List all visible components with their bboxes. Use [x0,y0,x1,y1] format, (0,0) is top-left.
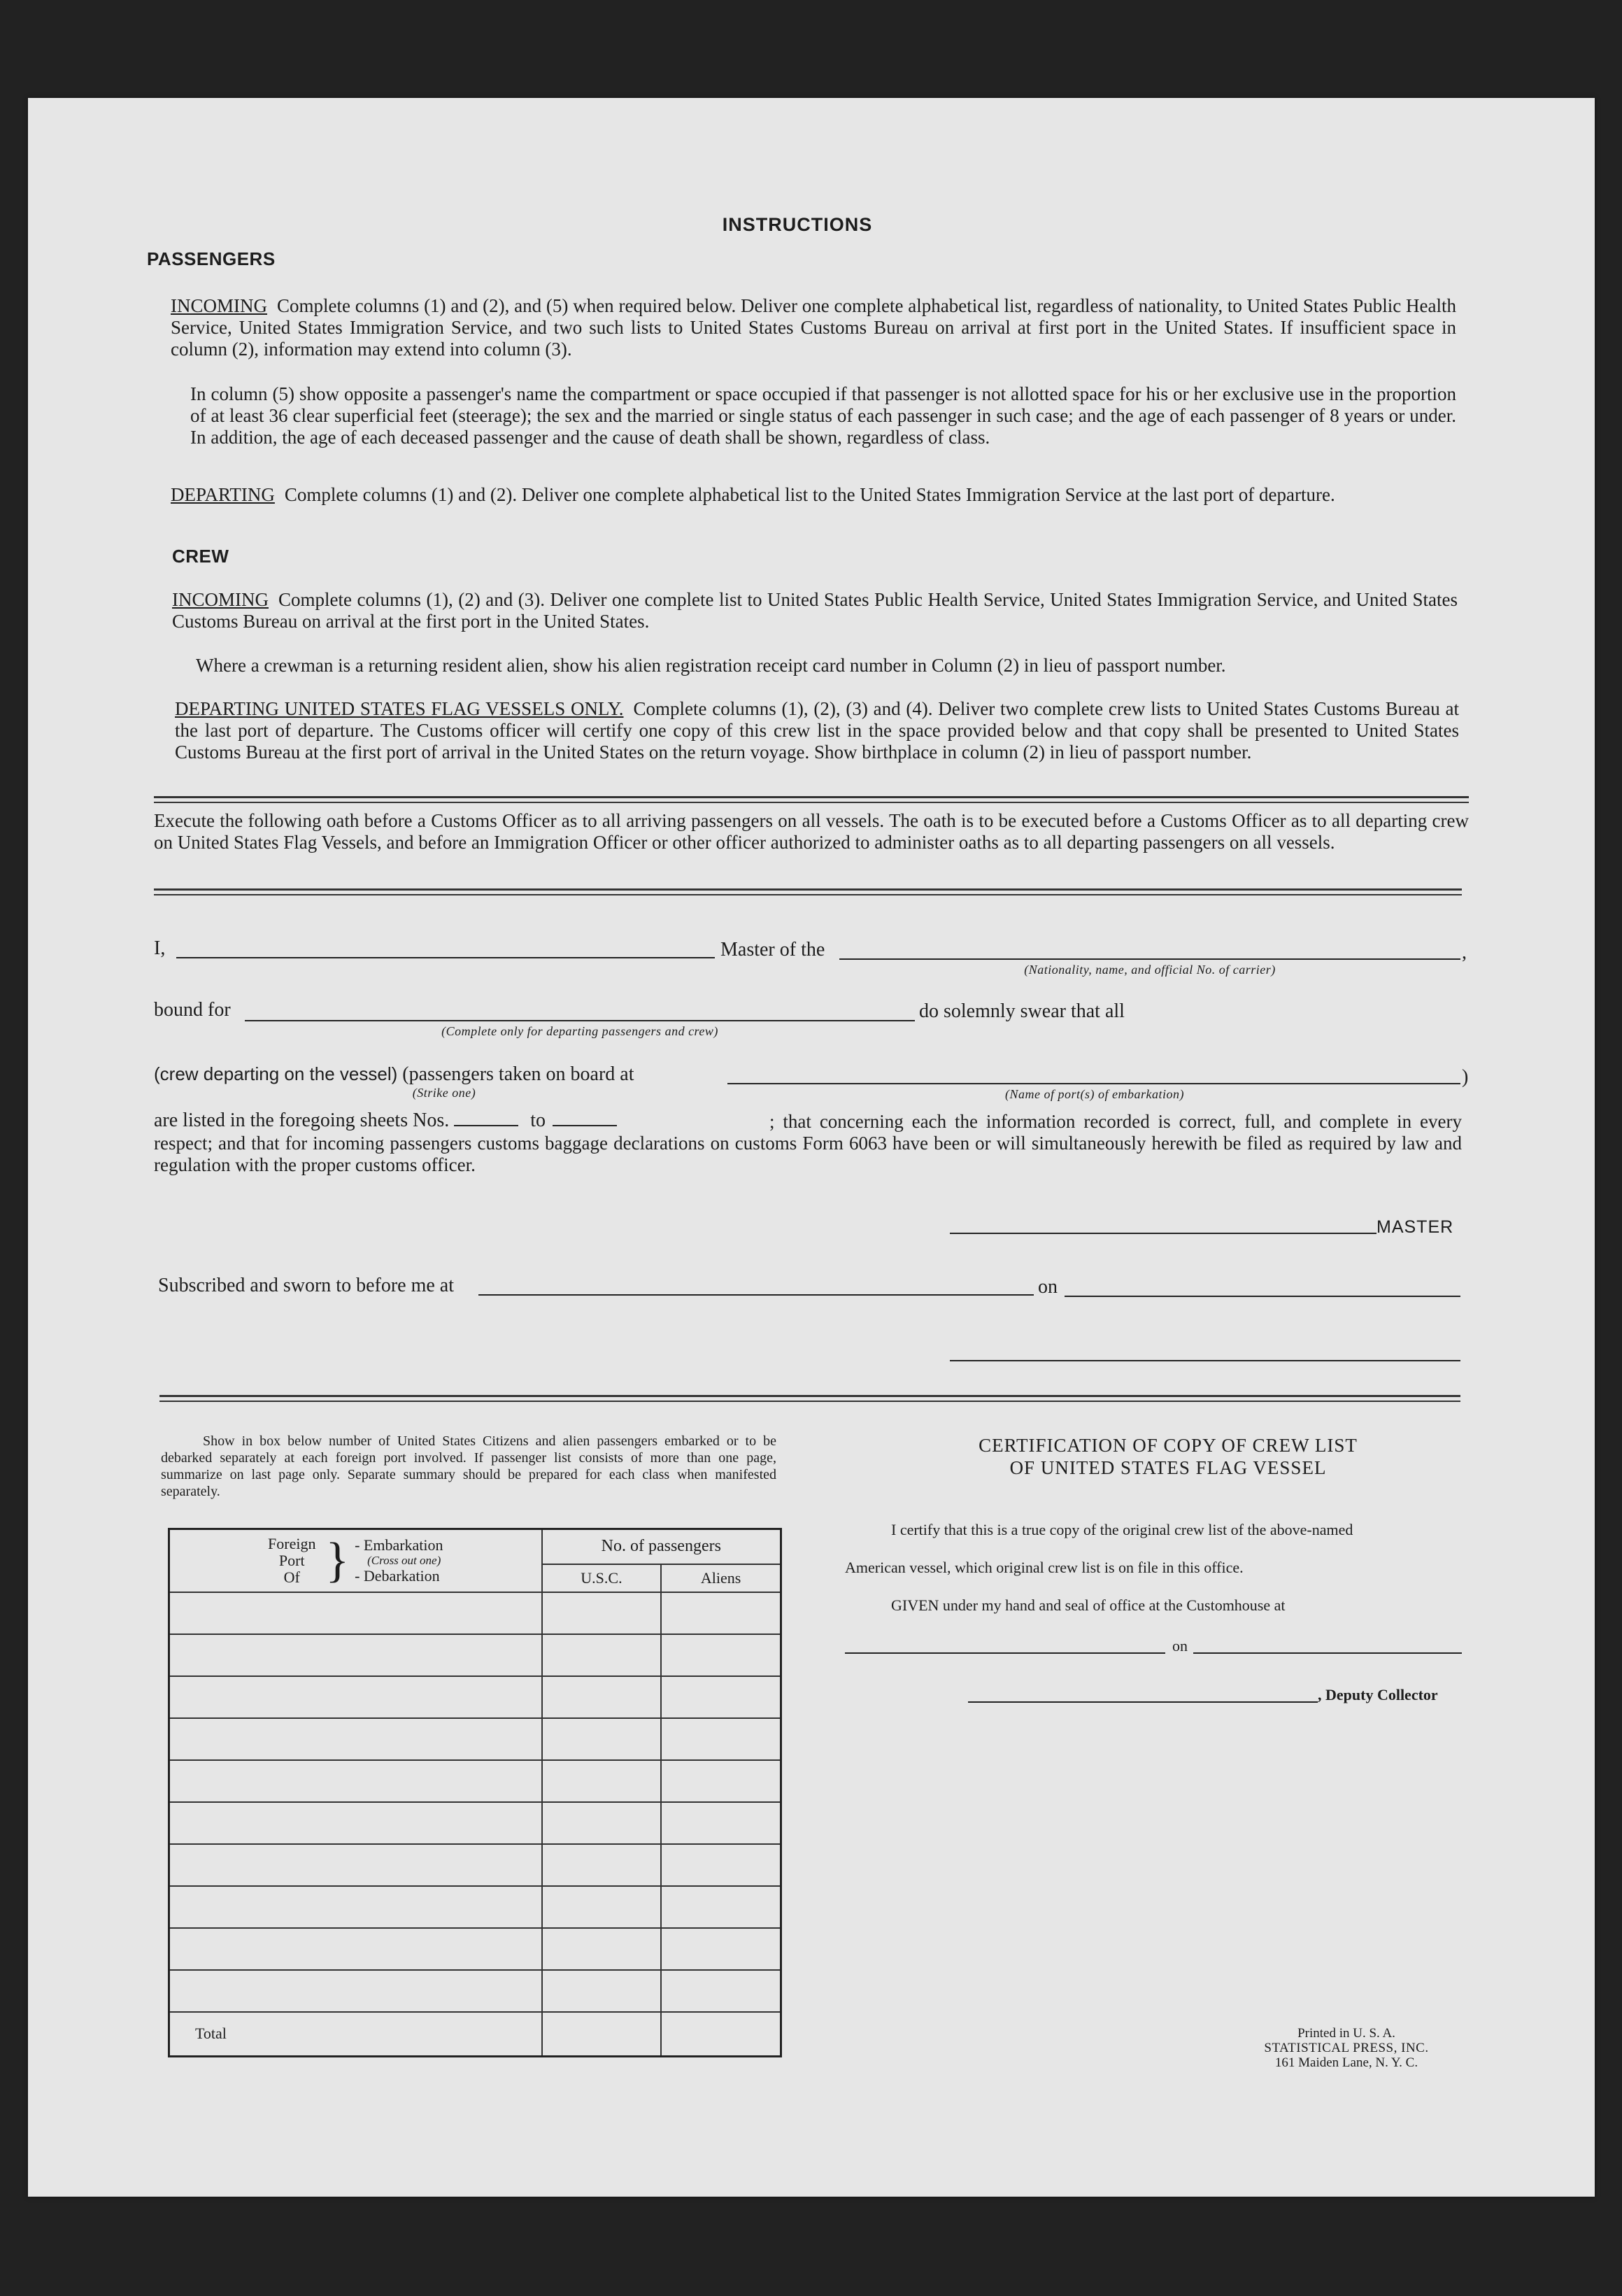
table-row [169,1802,781,1844]
crew-departing-option[interactable] [154,1063,634,1086]
certification-line2: American vessel, which original crew list is on file in this office. [845,1559,1244,1576]
crew-departing-text: (crew departing on the vessel) [154,1063,398,1084]
printer-line3: 161 Maiden Lane, N. Y. C. [1274,2055,1418,2070]
foreign-port-of-label [268,1536,315,1586]
usc-total-cell[interactable] [542,2012,662,2057]
passengers-incoming-text: Complete columns (1) and (2), and (5) when required below. Deliver one complete alphabetical list, regardless of nationality, to United States Public Health Service, United States Immigration Service, and two such lists to United States Customs Bureau on arrival at first port in the United States. If insufficient space in column (2), information may extend into column (3). [171,295,1456,360]
master-name-field[interactable] [176,957,715,958]
usc-cell[interactable] [542,1760,662,1802]
certification-on-label: on [1172,1637,1188,1654]
usc-cell[interactable] [542,1844,662,1886]
debarkation-option[interactable]: - Debarkation [355,1566,440,1585]
subscribed-label: Subscribed and sworn to before me at [158,1275,454,1296]
port-cell[interactable] [169,1592,542,1634]
master-signature-field[interactable] [950,1233,1376,1234]
port-cell[interactable] [169,1928,542,1970]
aliens-cell[interactable] [661,1760,781,1802]
port-close-paren: ) [1462,1066,1469,1088]
usc-cell[interactable] [542,1718,662,1760]
certification-line1: I certify that this is a true copy of the original crew list of the above-named [891,1521,1353,1538]
port-cell[interactable] [169,1760,542,1802]
port-label: Port [278,1551,305,1569]
crew-alien-text: Where a crewman is a returning resident alien, show his alien registration receipt card number in Column (2) in lieu of passport number. [196,655,1226,676]
aliens-cell[interactable] [661,1844,781,1886]
passengers-departing-section [171,484,1456,506]
page-title: INSTRUCTIONS [722,214,873,235]
passengers-column5-text: In column (5) show opposite a passenger's name the compartment or space occupied if that passenger is not allotted space for his or her exclusive use in the proportion of at least 36 clear superficial feet (steerage); the sex and the married or single status of each passenger in such case; and the age of each passenger of 8 years or under. In addition, the age of each deceased passenger and the cause of death shall be shown, regardless of class. [190,383,1456,448]
deputy-signature-field[interactable] [968,1701,1318,1703]
certification-title-line1: CERTIFICATION OF COPY OF CREW LIST [979,1435,1358,1456]
port-cell[interactable] [169,1886,542,1928]
oath-body-text [154,1111,1462,1176]
passenger-tally-table [168,1528,782,2057]
deputy-collector-label: , Deputy Collector [1318,1686,1438,1703]
passengers-incoming-section [171,295,1456,360]
certification-title-line2: OF UNITED STATES FLAG VESSEL [1009,1457,1327,1478]
table-row [169,1970,781,2012]
oath-body: ; that concerning each the information recorded is correct, full, and complete in every respect; and that for incoming passengers customs baggage declarations on customs Form 6063 have been or will simultaneously herewith be filed as required by law and regulation with the proper customs officer. [154,1111,1462,1175]
form-page [28,98,1595,2197]
table-row [169,1844,781,1886]
table-row [169,1718,781,1760]
certification-date-field[interactable] [1193,1652,1462,1654]
crew-departing-section [175,698,1459,763]
total-label-cell [169,2012,542,2057]
crew-departing-label: DEPARTING UNITED STATES FLAG VESSELS ONLY. [175,698,624,719]
total-row [169,2012,781,2057]
embarkation-option[interactable]: - Embarkation [355,1536,443,1554]
passengers-taken-text: (passengers taken on board at [402,1063,634,1085]
divider-rule [154,888,1462,895]
divider-rule [159,1395,1460,1402]
port-caption: (Name of port(s) of embarkation) [1005,1087,1184,1101]
port-header-cell [169,1529,542,1592]
carrier-field[interactable] [839,958,1460,960]
carrier-field-end: , [1462,942,1467,963]
usc-cell[interactable] [542,1886,662,1928]
usc-cell[interactable] [542,1802,662,1844]
port-field[interactable] [727,1083,1460,1084]
table-row [169,1928,781,1970]
aliens-total-cell[interactable] [661,2012,781,2057]
usc-header: U.S.C. [542,1564,662,1592]
aliens-header: Aliens [661,1564,781,1592]
table-row [169,1634,781,1676]
aliens-cell[interactable] [661,1802,781,1844]
oath-instruction: Execute the following oath before a Customs Officer as to all arriving passengers on all vessels. The oath is to be executed before a Customs Officer as to all departing crew on United States Flag Vessels, and before an Immigration Officer or other officer authorized to administer oaths as to all departing passengers on all vessels. [154,810,1469,853]
customhouse-field[interactable] [845,1652,1165,1654]
foreign-label: Foreign [268,1534,316,1552]
crew-incoming-text: Complete columns (1), (2) and (3). Deliver one complete list to United States Public Health Service, United States Immigration Service, and United States Customs Bureau on arrival at the first port in the United States. [172,589,1458,632]
passengers-departing-label: DEPARTING [171,484,275,505]
crew-heading: CREW [172,546,229,567]
port-cell[interactable] [169,1802,542,1844]
total-label: Total [195,2024,227,2042]
port-cell[interactable] [169,1970,542,2012]
bound-for-label: bound for [154,999,231,1021]
master-label: MASTER [1376,1217,1454,1237]
cross-out-note: (Cross out one) [367,1553,441,1567]
usc-cell[interactable] [542,1676,662,1718]
summary-instruction: Show in box below number of United States Citizens and alien passengers embarked or to be debarked separately at each foreign port involved. If passenger list consists of more than one page, summarize on last page only. Separate summary should be prepared for each class when manifested separately. [161,1433,776,1499]
table-row [169,1886,781,1928]
swear-text: do solemnly swear that all [919,1000,1125,1022]
printer-line2: STATISTICAL PRESS, INC. [1264,2041,1429,2055]
aliens-cell[interactable] [661,1676,781,1718]
port-cell[interactable] [169,1718,542,1760]
aliens-cell[interactable] [661,1592,781,1634]
sworn-date-field[interactable] [1065,1296,1460,1297]
sworn-on-label: on [1038,1276,1058,1298]
strike-one-caption: (Strike one) [412,1086,476,1100]
crew-departing-text: Complete columns (1), (2), (3) and (4). Deliver two complete crew lists to United States Customs Bureau at the last port of departure. The Customs officer will certify one copy of this crew list in the space provided below and that copy shall be presented to United States Customs Bureau at the first port of arrival in the United States on the return voyage. Show birthplace in column (2) in lieu of passport number. [175,698,1459,763]
master-of-the-label: Master of the [720,939,825,961]
aliens-cell[interactable] [661,1970,781,2012]
listed-in-text: are listed in the foregoing sheets Nos. [154,1110,450,1131]
aliens-cell[interactable] [661,1928,781,1970]
aliens-cell[interactable] [661,1886,781,1928]
aliens-cell[interactable] [661,1634,781,1676]
port-cell[interactable] [169,1676,542,1718]
oath-i-label: I, [154,937,166,959]
of-label: Of [283,1568,300,1586]
officer-signature-field[interactable] [950,1360,1460,1361]
bound-for-caption: (Complete only for departing passengers and crew) [441,1024,718,1038]
passengers-incoming-label: INCOMING [171,295,267,316]
brace-icon: } [325,1533,350,1587]
crew-incoming-section [172,589,1458,632]
divider-rule [154,796,1469,803]
sworn-place-field[interactable] [478,1294,1034,1296]
usc-cell[interactable] [542,1928,662,1970]
passengers-departing-text: Complete columns (1) and (2). Deliver one complete alphabetical list to the United States Immigration Service at the last port of departure. [284,484,1335,505]
port-cell[interactable] [169,1634,542,1676]
no-of-passengers-header: No. of passengers [542,1529,781,1564]
printer-imprint [1217,2026,1476,2070]
aliens-cell[interactable] [661,1718,781,1760]
table-row [169,1592,781,1634]
table-row [169,1676,781,1718]
crew-incoming-label: INCOMING [172,589,269,610]
bound-for-field[interactable] [245,1020,915,1021]
certification-title [853,1434,1483,1479]
certification-line3: GIVEN under my hand and seal of office at the Customhouse at [891,1596,1286,1614]
usc-cell[interactable] [542,1634,662,1676]
printer-line1: Printed in U. S. A. [1297,2026,1395,2041]
embark-debark-options[interactable] [355,1538,443,1584]
carrier-caption: (Nationality, name, and official No. of carrier) [1024,963,1276,977]
port-cell[interactable] [169,1844,542,1886]
to-text: to [530,1110,546,1131]
usc-cell[interactable] [542,1970,662,2012]
usc-cell[interactable] [542,1592,662,1634]
table-row [169,1760,781,1802]
passengers-heading: PASSENGERS [147,248,276,269]
